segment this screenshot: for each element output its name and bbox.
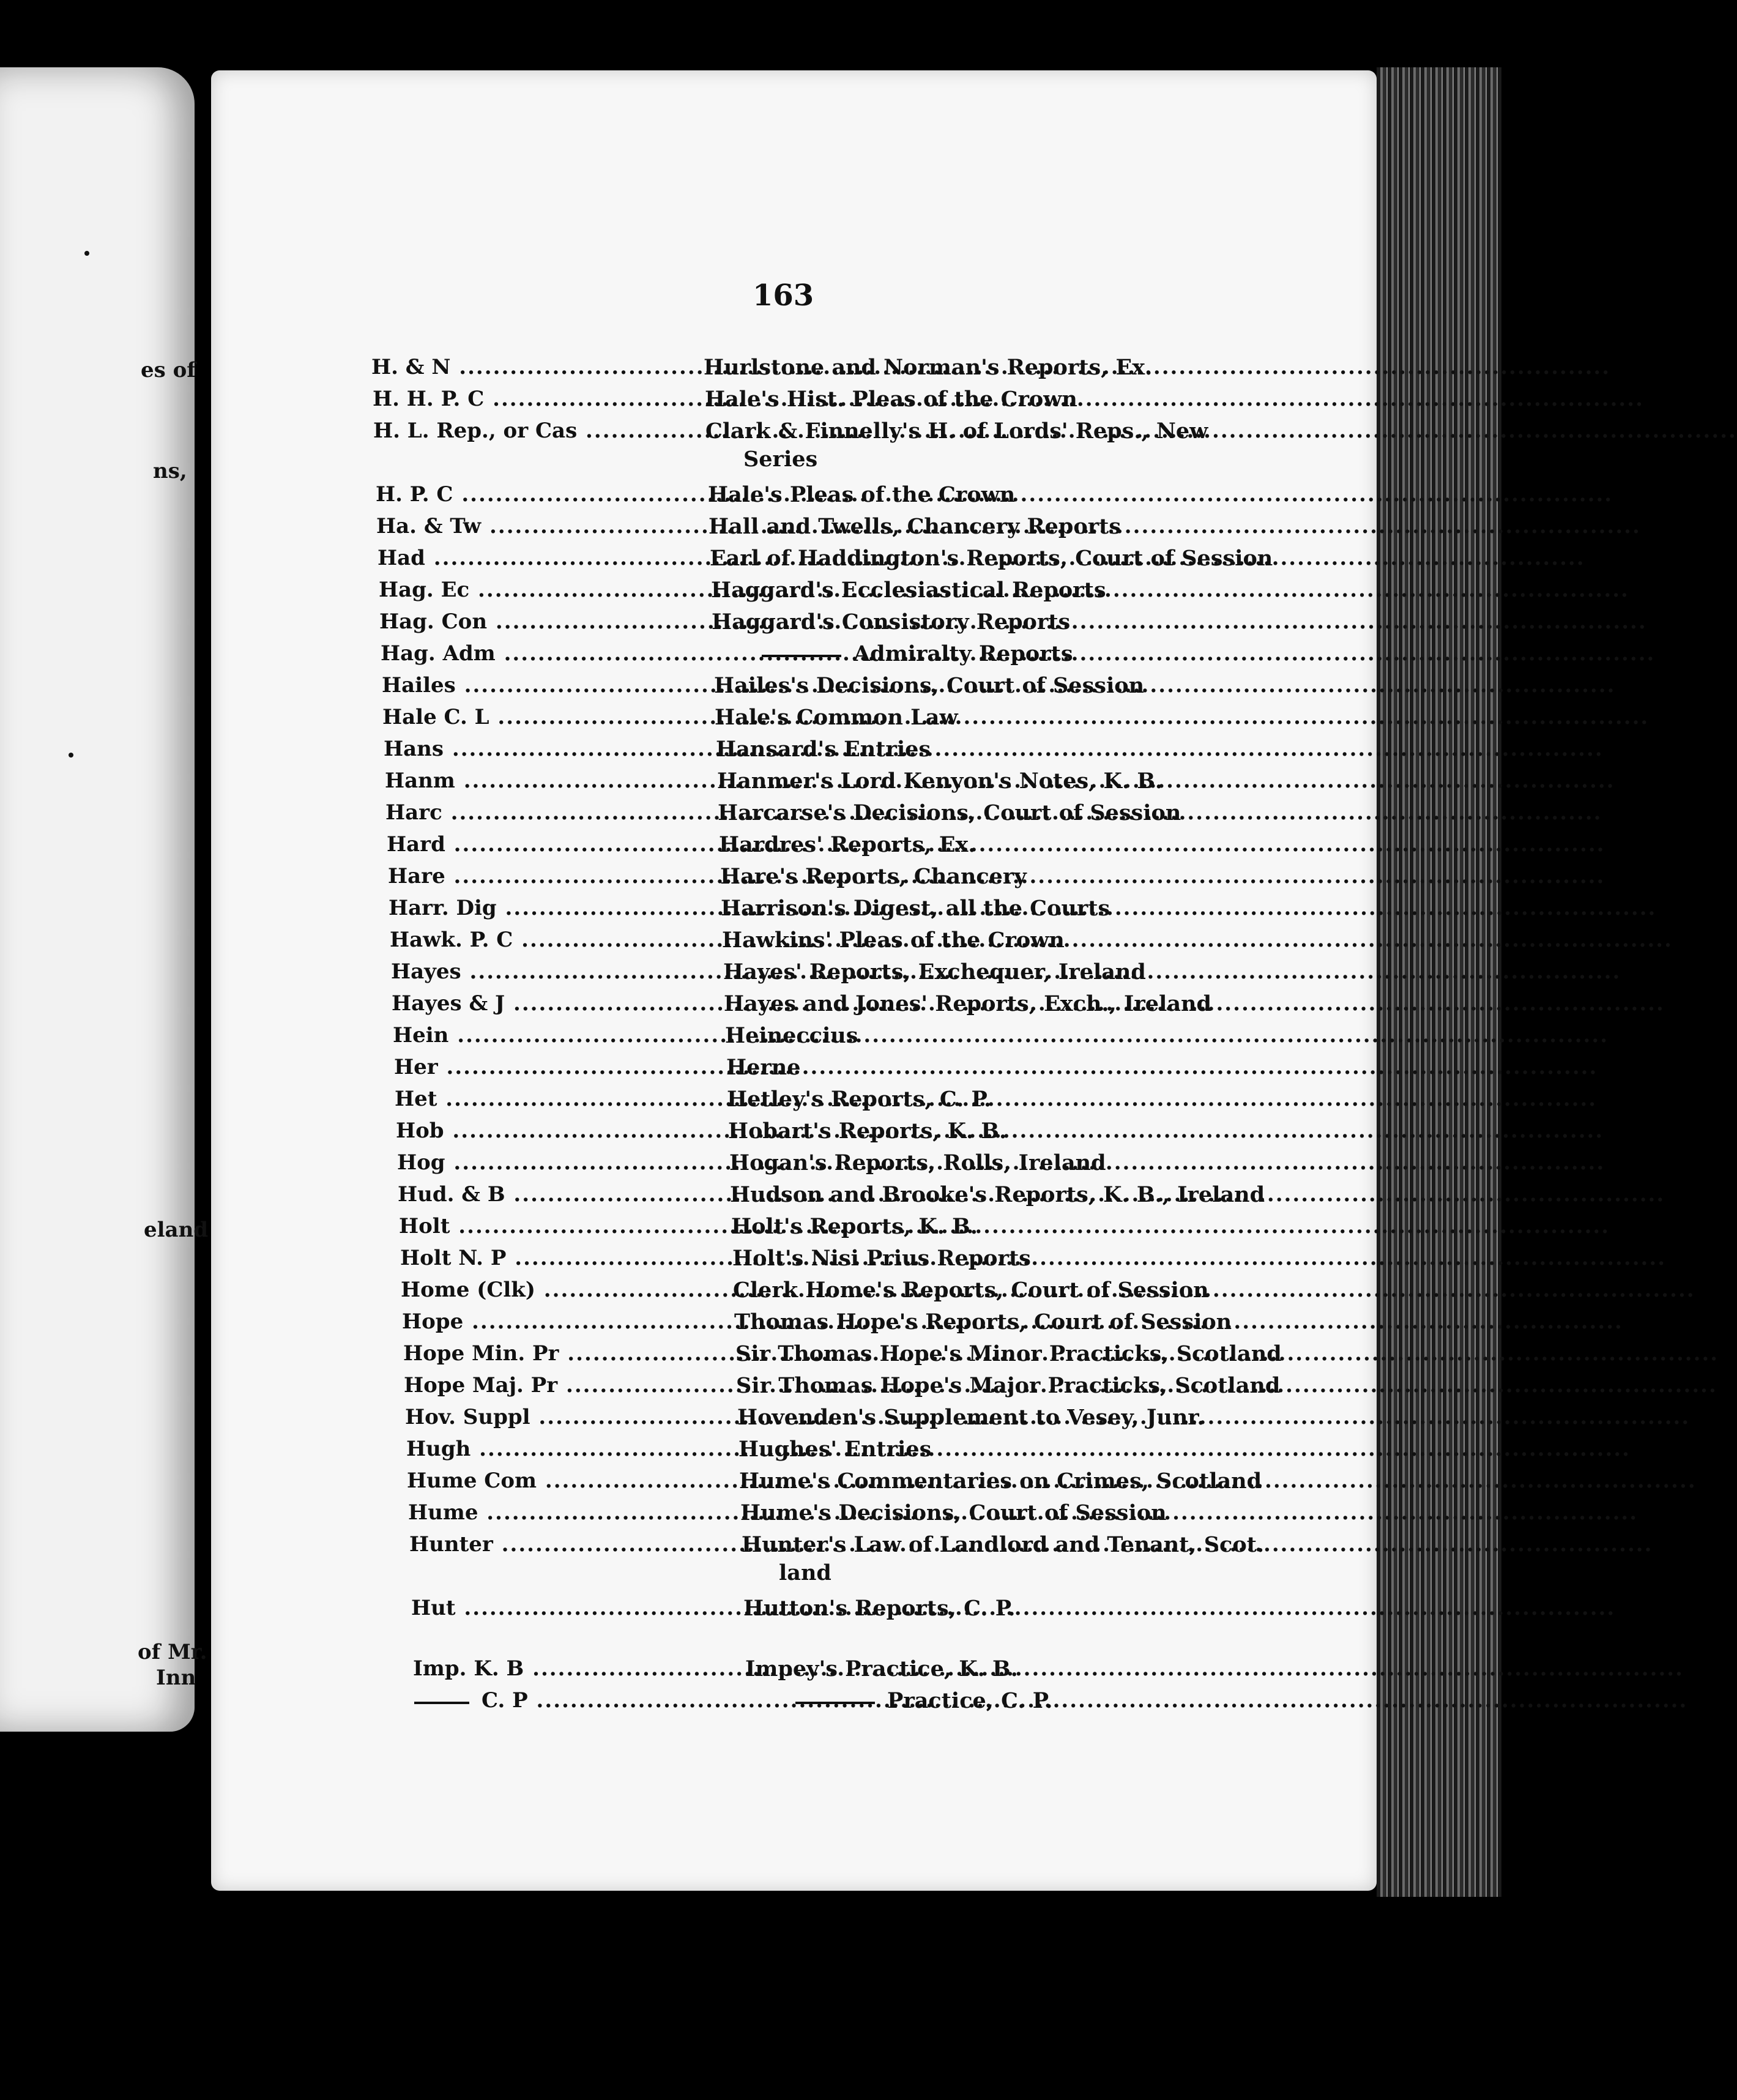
left-fragment: ns, [153, 459, 187, 483]
entry-abbreviation: Hope Maj. Pr ..... [404, 1373, 746, 1398]
entry-row [211, 1688, 1377, 1719]
entry-continuation: land [779, 1560, 831, 1585]
entry-meaning: Sir Thomas Hope's Minor Practicks, Scotland [735, 1341, 1282, 1366]
entry-meaning: Hogan's Reports, Rolls, Ireland [729, 1150, 1106, 1175]
speck [84, 251, 89, 256]
entry-row [211, 1023, 1377, 1054]
entry-row [211, 1373, 1377, 1404]
entry-meaning: Clark & Finnelly's H. of Lords' Reps., New [705, 419, 1208, 444]
entry-row [211, 1532, 1377, 1563]
entry-meaning: Practice, C. P. [887, 1688, 1053, 1713]
entry-abbreviation: Hayes & J ..... [392, 991, 734, 1016]
entry-row [211, 1182, 1377, 1213]
entry-meaning: Hetley's Reports, C. P. [727, 1087, 992, 1112]
entry-meaning: Hobart's Reports, K. B. [728, 1119, 1007, 1144]
entry-abbreviation: Hope ..... [402, 1309, 745, 1334]
entry-row [211, 387, 1377, 417]
entry-meaning: Hutton's Reports, C. P. [743, 1596, 1016, 1621]
entry-meaning: Heineccius [725, 1023, 858, 1048]
entry-abbreviation: Het ..... [395, 1087, 737, 1111]
entry-abbreviation: Hag. Con ..... [379, 609, 722, 634]
entry-continuation: Series [743, 447, 818, 472]
entry-abbreviation: H. H. P. C ..... [373, 387, 715, 411]
entry-row [211, 928, 1377, 958]
entry-meaning: Impey's Practice, K. B. [745, 1656, 1018, 1681]
entry-meaning: Hale's Common Law [715, 705, 958, 730]
entry-meaning: Hailes's Decisions, Court of Session [714, 673, 1145, 698]
entry-meaning: Hall and Twells, Chancery Reports [709, 514, 1121, 539]
entry-row [211, 1150, 1377, 1181]
entry-abbreviation: Hawk. P. C ..... [390, 928, 732, 952]
ditto-rule [795, 1702, 875, 1704]
entry-abbreviation: Hard ..... [387, 832, 729, 857]
entry-row [211, 1119, 1377, 1149]
entry-meaning: Earl of Haddington's Reports, Court of Session [710, 546, 1273, 571]
entry-row [211, 419, 1377, 449]
speck [69, 753, 73, 758]
entry-row [211, 959, 1377, 990]
entry-row [211, 864, 1377, 895]
left-page [0, 67, 209, 1732]
entry-row [211, 355, 1377, 385]
entry-meaning: Harcarse's Decisions, Court of Session [718, 800, 1181, 825]
entry-abbreviation: Her ..... [394, 1055, 737, 1079]
entry-meaning: Hughes' Entries [738, 1437, 932, 1462]
entry-abbreviation: Hud. & B ..... [398, 1182, 740, 1207]
entry-meaning: Hansard's Entries [716, 737, 931, 762]
entry-meaning: Hume's Commentaries on Crimes, Scotland [739, 1469, 1262, 1494]
entry-meaning: Holt's Nisi Prius Reports [732, 1246, 1031, 1271]
entry-row [211, 514, 1377, 545]
entry-abbreviation: Hope Min. Pr ..... [403, 1341, 746, 1366]
entry-meaning: Thomas Hope's Reports, Court of Session [734, 1309, 1232, 1335]
ditto-rule [414, 1702, 469, 1704]
entry-row [211, 1500, 1377, 1531]
entry-meaning: Hunter's Law of Landlord and Tenant, Scot. [742, 1532, 1265, 1557]
left-fragment: es of [141, 358, 196, 382]
entry-abbreviation: Hov. Suppl ..... [405, 1405, 748, 1429]
entry-row [211, 578, 1377, 608]
entry-meaning: Hale's Pleas of the Crown [708, 482, 1016, 507]
entry-abbreviation: Hein ..... [393, 1023, 735, 1048]
entry-abbreviation: Harc ..... [385, 800, 728, 825]
entry-row [211, 896, 1377, 926]
entry-meaning: Hardres' Reports, Ex. [719, 832, 976, 857]
entry-row [211, 1055, 1377, 1085]
entry-meaning: Hare's Reports, Chancery [720, 864, 1027, 889]
entry-row [211, 673, 1377, 704]
entry-row [211, 1278, 1377, 1308]
entry-row [211, 1246, 1377, 1276]
entry-abbreviation: Hob ..... [396, 1119, 738, 1143]
left-fragment: Inn [156, 1666, 196, 1690]
entry-abbreviation: Home (Clk) ..... [401, 1278, 743, 1302]
entry-row [211, 1341, 1377, 1372]
entry-meaning: Admiralty Reports [854, 641, 1073, 666]
entry-meaning: Hanmer's Lord Kenyon's Notes, K. B. [717, 769, 1163, 794]
entry-abbreviation: Hanm ..... [385, 769, 727, 793]
entry-row [211, 800, 1377, 831]
entry-meaning: Hovenden's Supplement to Vesey, Junr. [737, 1405, 1205, 1430]
entry-row [211, 737, 1377, 767]
entry-row [211, 1214, 1377, 1245]
entry-abbreviation: Hut ..... [411, 1596, 754, 1620]
entry-abbreviation: Hag. Ec ..... [379, 578, 721, 602]
entry-abbreviation: H. L. Rep., or Cas ..... [373, 419, 716, 443]
entry-meaning: Haggard's Ecclesiastical Reports [711, 578, 1106, 603]
entry-meaning: Hudson and Brooke's Reports, K. B., Ireland [730, 1182, 1265, 1207]
entry-meaning: Harrison's Digest, all the Courts [721, 896, 1110, 921]
entry-meaning: Sir Thomas Hope's Major Practicks, Scotland [736, 1373, 1281, 1398]
entry-row [211, 1087, 1377, 1117]
entry-abbreviation: H. & N ..... [371, 355, 714, 379]
entry-row [211, 546, 1377, 576]
entry-abbreviation: Hans ..... [384, 737, 726, 761]
entry-abbreviation: Imp. K. B ..... [413, 1656, 756, 1681]
entry-meaning: Clerk Home's Reports, Court of Session [733, 1278, 1209, 1303]
entry-abbreviation: Hume Com ..... [407, 1469, 749, 1493]
entry-abbreviation: Hog ..... [397, 1150, 740, 1175]
ditto-rule [762, 655, 841, 657]
entry-meaning: Hawkins' Pleas of the Crown [722, 928, 1065, 953]
entry-abbreviation: Ha. & Tw ..... [376, 514, 719, 538]
entry-row [211, 991, 1377, 1022]
entry-meaning: Hume's Decisions, Court of Session [740, 1500, 1167, 1525]
entry-row [211, 1469, 1377, 1499]
entry-abbreviation: Holt ..... [399, 1214, 742, 1238]
document-page [211, 70, 1377, 1891]
left-fragment: of Mr. [138, 1640, 207, 1664]
left-fragment: eland [144, 1218, 209, 1242]
entry-abbreviation: Holt N. P ..... [400, 1246, 743, 1270]
entry-abbreviation: Hale C. L ..... [382, 705, 725, 729]
entry-abbreviation: H. P. C ..... [376, 482, 718, 507]
entry-abbreviation: Hume ..... [408, 1500, 751, 1525]
entry-row [211, 1405, 1377, 1435]
entry-abbreviation: Harr. Dig ..... [389, 896, 731, 920]
entry-meaning: Hayes' Reports, Exchequer, Ireland [723, 959, 1146, 985]
entry-row [211, 1596, 1377, 1626]
entry-abbreviation: Hayes ..... [391, 959, 734, 984]
entry-meaning: Haggard's Consistory Reports [712, 609, 1071, 635]
entry-row [211, 705, 1377, 735]
entry-meaning: Holt's Reports, K. B. [731, 1214, 978, 1239]
entry-abbreviation: C. P ..... [482, 1688, 757, 1713]
entry-row [211, 1437, 1377, 1467]
entry-row [211, 482, 1377, 513]
entry-abbreviation: Hag. Adm ..... [381, 641, 723, 666]
entry-meaning: Hayes and Jones' Reports, Exch., Ireland [724, 991, 1211, 1016]
entry-row [211, 832, 1377, 863]
entry-meaning: Hale's Hist. Pleas of the Crown [705, 387, 1077, 412]
entry-abbreviation: Hare ..... [388, 864, 731, 888]
entry-abbreviation: Hunter ..... [409, 1532, 752, 1557]
entry-row [211, 1656, 1377, 1687]
entry-abbreviation: Hailes ..... [382, 673, 724, 698]
page-number: 163 [753, 278, 814, 313]
entry-row [211, 1309, 1377, 1340]
entry-row [211, 609, 1377, 640]
entry-abbreviation: Hugh ..... [406, 1437, 749, 1461]
entry-abbreviation: Had ..... [378, 546, 720, 570]
entry-meaning: Herne [726, 1055, 801, 1080]
entry-row [211, 769, 1377, 799]
entry-meaning: Hurlstone and Norman's Reports, Ex. [704, 355, 1153, 380]
entry-row [211, 641, 1377, 672]
